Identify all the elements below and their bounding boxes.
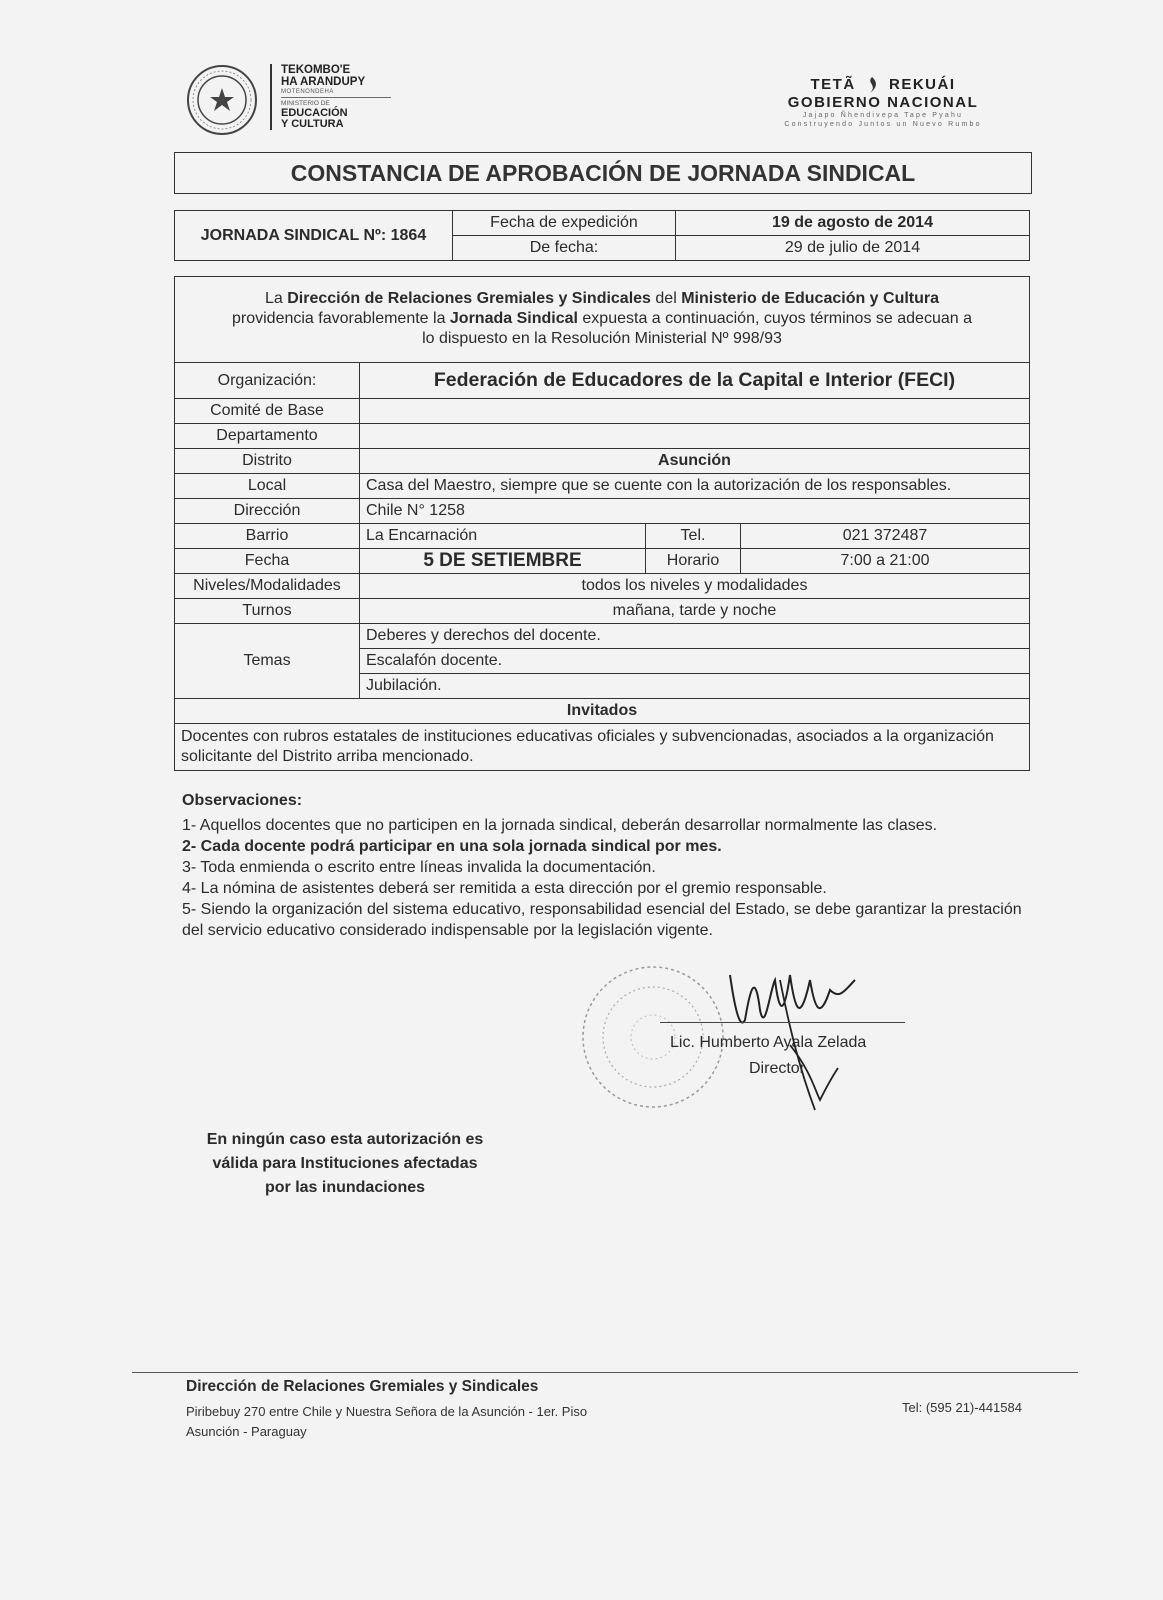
- notice-line: En ningún caso esta autorización es: [206, 1131, 484, 1148]
- observacion-item: 2- Cada docente podrá participar en una sola jornada sindical por mes.: [182, 838, 722, 855]
- details-table: [174, 362, 1030, 771]
- observacion-item: 4- La nómina de asistentes deberá ser remitida a esta dirección por el gremio responsable.: [182, 880, 827, 897]
- footer-org: Dirección de Relaciones Gremiales y Sindicales: [186, 1378, 539, 1395]
- footer-address: [186, 1402, 587, 1442]
- footer-address-line1: Piribebuy 270 entre Chile y Nuestra Señora de la Asunción - 1er. Piso: [186, 1404, 588, 1419]
- fecha-label: Fecha: [175, 549, 360, 574]
- observacion-item: 5- Siendo la organización del sistema educativo, responsabilidad esencial del Estado, se debe garantizar la prestación del servicio educativo considerado indispensable por la legislación vigente.: [182, 901, 1022, 939]
- observaciones: [182, 790, 1022, 941]
- intro-ministerio: Ministerio de Educación y Cultura: [681, 290, 940, 307]
- comite-label: Comité de Base: [175, 399, 360, 424]
- tel-label: Tel.: [646, 524, 741, 549]
- departamento-value: [360, 424, 1030, 449]
- fecha-expedicion-label: Fecha de expedición: [453, 211, 676, 236]
- footer-address-line2: Asunción - Paraguay: [186, 1424, 307, 1439]
- gob-slogan-es: Construyendo Juntos un Nuevo Rumbo: [784, 121, 982, 129]
- signatory-name: Lic. Humberto Ayala Zelada: [670, 1034, 867, 1051]
- fecha-expedicion-value: 19 de agosto de 2014: [676, 211, 1030, 236]
- de-fecha-label: De fecha:: [453, 236, 676, 261]
- mec-line4: MINISTERIO DE: [281, 100, 330, 107]
- tema-item: Jubilación.: [360, 674, 1030, 699]
- gob-teta: TETÃ: [810, 76, 856, 93]
- jornada-number: JORNADA SINDICAL Nº: 1864: [175, 211, 453, 261]
- horario-label: Horario: [646, 549, 741, 574]
- de-fecha-value: 29 de julio de 2014: [676, 236, 1030, 261]
- barrio-label: Barrio: [175, 524, 360, 549]
- comite-value: [360, 399, 1030, 424]
- observacion-item: 1- Aquellos docentes que no participen en la jornada sindical, deberán desarrollar normalmente las clases.: [182, 817, 938, 834]
- org-value: Federación de Educadores de la Capital e Interior (FECI): [360, 363, 1030, 399]
- intro-text: expuesta a continuación, cuyos términos se adecuan a: [577, 310, 972, 327]
- intro-direccion: Dirección de Relaciones Gremiales y Sindicales: [287, 290, 651, 307]
- gob-row2: [758, 94, 1008, 111]
- turnos-label: Turnos: [175, 599, 360, 624]
- niveles-label: Niveles/Modalidades: [175, 574, 360, 599]
- local-label: Local: [175, 474, 360, 499]
- mec-logo: [270, 64, 391, 130]
- notice-line: válida para Instituciones afectadas: [212, 1155, 478, 1172]
- distrito-value: Asunción: [360, 449, 1030, 474]
- mec-line5: EDUCACIÓN: [281, 107, 348, 119]
- departamento-label: Departamento: [175, 424, 360, 449]
- gob-row1: [758, 76, 1008, 94]
- tema-item: Escalafón docente.: [360, 649, 1030, 674]
- document-title: CONSTANCIA DE APROBACIÓN DE JORNADA SINDICAL: [174, 152, 1032, 194]
- local-value: Casa del Maestro, siempre que se cuente con la autorización de los responsables.: [360, 474, 1030, 499]
- niveles-value: todos los niveles y modalidades: [360, 574, 1030, 599]
- invitados-label: Invitados: [175, 699, 1030, 724]
- paraguay-seal-icon: [186, 64, 258, 136]
- mec-line2: HA ARANDUPY: [281, 76, 366, 88]
- distrito-label: Distrito: [175, 449, 360, 474]
- fecha-value: 5 DE SETIEMBRE: [360, 549, 646, 574]
- signatory-role: Director: [749, 1060, 806, 1077]
- invitados-value: Docentes con rubros estatales de instituciones educativas oficiales y subvencionadas, asociados a la organización solicitante del Distrito arriba mencionado.: [175, 724, 1030, 771]
- footer-tel: Tel: (595 21)-441584: [902, 1400, 1022, 1415]
- jornada-table: [174, 210, 1030, 261]
- intro-text: La: [264, 290, 288, 307]
- intro-text: del: [650, 290, 682, 307]
- gob-gobierno: GOBIERNO: [787, 94, 882, 112]
- intro-jornada: Jornada Sindical: [449, 310, 578, 327]
- intro-resolucion: lo dispuesto en la Resolución Ministerial Nº 998/93: [422, 330, 782, 347]
- direccion-label: Dirección: [175, 499, 360, 524]
- mec-line6: Y CULTURA: [281, 118, 344, 130]
- tel-value: 021 372487: [741, 524, 1030, 549]
- footer-divider: [132, 1372, 1078, 1373]
- flood-notice: [180, 1128, 510, 1200]
- signature-line: [660, 1022, 905, 1023]
- gob-nacional: NACIONAL: [887, 94, 979, 112]
- mec-line1: TEKOMBO'E: [281, 64, 351, 76]
- barrio-value: La Encarnación: [360, 524, 646, 549]
- intro-text: providencia favorablemente la: [232, 310, 450, 327]
- mec-line3: MOTENONDEHA: [281, 88, 391, 98]
- gob-rekuai: REKUÁI: [889, 76, 956, 93]
- tema-item: Deberes y derechos del docente.: [360, 624, 1030, 649]
- gob-slogan-gn: Jajapo Ñhendivepa Tape Pyahu: [802, 112, 964, 120]
- temas-label: Temas: [175, 624, 360, 699]
- flame-icon: [861, 76, 883, 94]
- turnos-value: mañana, tarde y noche: [360, 599, 1030, 624]
- gobierno-logo: [758, 76, 1008, 129]
- org-label: Organización:: [175, 363, 360, 399]
- observacion-item: 3- Toda enmienda o escrito entre líneas invalida la documentación.: [182, 859, 656, 876]
- direccion-value: Chile N° 1258: [360, 499, 1030, 524]
- intro-paragraph: [174, 276, 1030, 362]
- observaciones-heading: Observaciones:: [182, 792, 303, 809]
- horario-value: 7:00 a 21:00: [741, 549, 1030, 574]
- notice-line: por las inundaciones: [264, 1179, 426, 1196]
